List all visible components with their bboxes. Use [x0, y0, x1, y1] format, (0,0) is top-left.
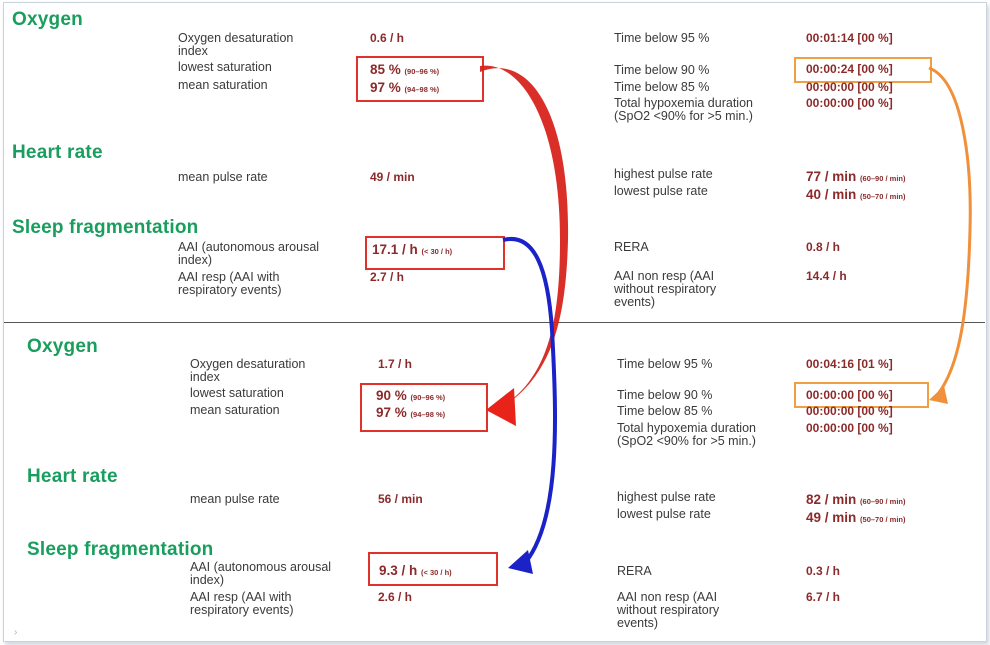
bottom-mean-pulse-label: mean pulse rate	[190, 492, 280, 506]
top-t85-value: 00:00:00 [00 %]	[806, 80, 893, 94]
top-t90-label: Time below 90 %	[614, 63, 710, 77]
bottom-mean-number: 97 %	[376, 405, 407, 420]
top-aairesp-label: AAI resp (AAI with respiratory events)	[178, 270, 282, 297]
bottom-nonresp-value: 6.7 / h	[806, 590, 841, 604]
bottom-low-pulse-number: 49 / min	[806, 510, 857, 525]
top-rera-label: RERA	[614, 240, 649, 254]
top-high-pulse-number: 77 / min	[806, 169, 857, 184]
top-high-pulse-label: highest pulse rate	[614, 167, 713, 181]
bottom-aai-number: 9.3 / h	[379, 563, 418, 578]
top-aai-range: (< 30 / h)	[421, 247, 453, 256]
bottom-hypoxemia-value: 00:00:00 [00 %]	[806, 421, 893, 435]
top-high-pulse-range: (60–90 / min)	[860, 174, 906, 183]
top-lowest-label: lowest saturation	[178, 60, 272, 74]
bottom-desat-label: Oxygen desaturation index	[190, 357, 306, 384]
bottom-t95-value: 00:04:16 [01 %]	[806, 357, 893, 371]
bottom-rera-label: RERA	[617, 564, 652, 578]
scroll-chevron-icon: ›	[14, 627, 18, 638]
top-mean-pulse-value: 49 / min	[370, 170, 415, 184]
top-hypoxemia-label: Total hypoxemia duration (SpO2 <90% for >5 min.)	[614, 96, 753, 123]
orange-arrow-line	[929, 68, 970, 394]
bottom-high-pulse-label: highest pulse rate	[617, 490, 716, 504]
bottom-desat-value: 1.7 / h	[378, 357, 413, 371]
top-heart-heading: Heart rate	[12, 142, 103, 163]
top-desat-value: 0.6 / h	[370, 31, 405, 45]
top-t90-value: 00:00:24 [00 %]	[806, 62, 893, 76]
bottom-t85-value: 00:00:00 [00 %]	[806, 404, 893, 418]
bottom-aai-label: AAI (autonomous arousal index)	[190, 560, 332, 587]
top-lowest-range: (90–96 %)	[404, 67, 440, 76]
top-mean-pulse-label: mean pulse rate	[178, 170, 268, 184]
top-rera-value: 0.8 / h	[806, 240, 841, 254]
bottom-nonresp-label: AAI non resp (AAI without respiratory events)	[617, 590, 720, 630]
bottom-t95-label: Time below 95 %	[617, 357, 713, 371]
bottom-t90-label: Time below 90 %	[617, 388, 713, 402]
bottom-high-pulse-number: 82 / min	[806, 492, 857, 507]
bottom-mean-range: (94–98 %)	[410, 410, 446, 419]
top-nonresp-label: AAI non resp (AAI without respiratory events)	[614, 269, 717, 309]
top-mean-range: (94–98 %)	[404, 85, 440, 94]
bottom-aairesp-label: AAI resp (AAI with respiratory events)	[190, 590, 294, 617]
bottom-mean-pulse-value: 56 / min	[378, 492, 423, 506]
top-lowest-number: 85 %	[370, 62, 401, 77]
top-nonresp-value: 14.4 / h	[806, 269, 847, 283]
top-low-pulse-label: lowest pulse rate	[614, 184, 708, 198]
bottom-low-pulse-label: lowest pulse rate	[617, 507, 711, 521]
top-oxygen-heading: Oxygen	[12, 9, 83, 30]
top-t85-label: Time below 85 %	[614, 80, 710, 94]
top-sleep-heading: Sleep fragmentation	[12, 217, 199, 238]
bottom-t85-label: Time below 85 %	[617, 404, 713, 418]
top-aai-number: 17.1 / h	[372, 242, 418, 257]
bottom-aairesp-value: 2.6 / h	[378, 590, 413, 604]
bottom-high-pulse-range: (60–90 / min)	[860, 497, 906, 506]
bottom-hypoxemia-label: Total hypoxemia duration (SpO2 <90% for >5 min.)	[617, 421, 756, 448]
bottom-aai-range: (< 30 / h)	[421, 568, 452, 577]
bottom-t90-value: 00:00:00 [00 %]	[806, 388, 893, 402]
top-t95-label: Time below 95 %	[614, 31, 710, 45]
top-desat-label: Oxygen desaturation index	[178, 31, 294, 58]
bottom-lowest-number: 90 %	[376, 388, 407, 403]
orange-arrow-head-icon	[929, 386, 948, 404]
bottom-heart-heading: Heart rate	[27, 466, 118, 487]
bottom-rera-value: 0.3 / h	[806, 564, 841, 578]
top-mean-label: mean saturation	[178, 78, 268, 92]
top-t95-value: 00:01:14 [00 %]	[806, 31, 893, 45]
top-mean-number: 97 %	[370, 80, 401, 95]
red-arrow-head-icon	[486, 388, 516, 426]
bottom-mean-label: mean saturation	[190, 403, 280, 417]
bottom-lowest-range: (90–96 %)	[410, 393, 446, 402]
bottom-oxygen-heading: Oxygen	[27, 336, 98, 357]
bottom-sleep-heading: Sleep fragmentation	[27, 539, 214, 560]
top-aai-label: AAI (autonomous arousal index)	[178, 240, 320, 267]
top-low-pulse-range: (50–70 / min)	[860, 192, 906, 201]
top-hypoxemia-value: 00:00:00 [00 %]	[806, 96, 893, 110]
top-low-pulse-number: 40 / min	[806, 187, 857, 202]
bottom-lowest-label: lowest saturation	[190, 386, 284, 400]
top-aairesp-value: 2.7 / h	[370, 270, 405, 284]
bottom-low-pulse-range: (50–70 / min)	[860, 515, 906, 524]
